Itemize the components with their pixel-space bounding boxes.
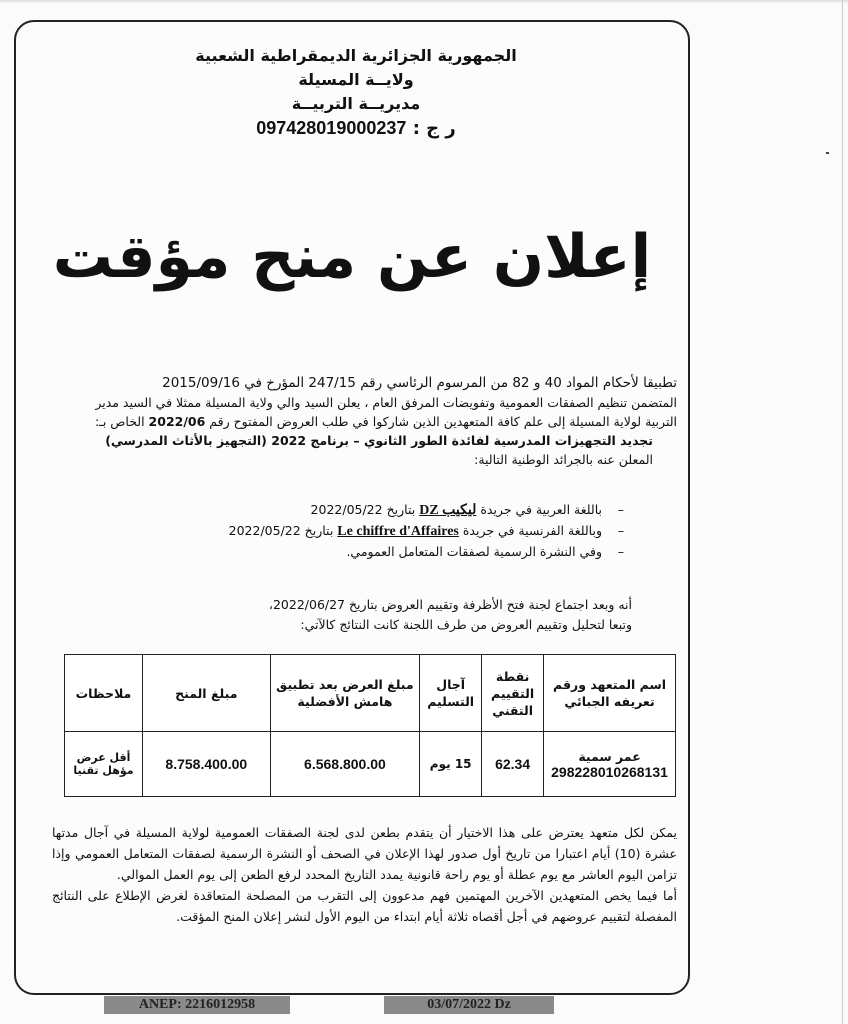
- reference-line: [166, 116, 546, 141]
- bidder-name: عمر سمية: [578, 748, 641, 764]
- evaluation-line-1: أنه وبعد اجتماع لجنة فتح الأظرفة وتقييم العروض بتاريخ 2022/06/27،: [268, 597, 632, 612]
- newspaper-prefix: وباللغة الفرنسية في جريدة: [462, 523, 602, 538]
- header-notes: ملاحظات: [65, 655, 143, 732]
- intro-line-2: المتضمن تنظيم الصفقات العمومية وتفويضات المرفق العام ، يعلن السيد والي ولاية المسيلة ممثلا في السيد مدير: [95, 395, 677, 410]
- bidder-tax-id: 298228010268131: [551, 763, 668, 780]
- newspaper-list: [52, 500, 632, 562]
- newspaper-item: – باللغة العربية في جريدة ليكيب DZ بتاريخ 2022/05/22: [310, 502, 624, 518]
- directorate-name: مديريــة التربيــة: [291, 94, 421, 113]
- header-bidder: اسم المتعهد ورقم تعريفه الجبائي: [544, 655, 676, 732]
- tender-number: 2022/06: [148, 414, 206, 429]
- evaluation-line-2: وتبعا لتحليل وتقييم العروض من طرف اللجنة كانت النتائج كالآتي:: [300, 617, 632, 632]
- appeal-section: [52, 822, 677, 927]
- reference-number: 097428019000237: [256, 118, 407, 138]
- intro-line-1: تطبيقا لأحكام المواد 40 و 82 من المرسوم الرئاسي رقم 247/15 المؤرخ في 2015/09/16: [162, 375, 677, 391]
- intro-line-3-suffix: الخاص بـ:: [94, 414, 145, 429]
- reference-label: ر ج :: [412, 118, 456, 139]
- bidders-paragraph: أما فيما يخص المتعهدين الآخرين المهتمين فهم مدعوون إلى التقرب من المصلحة المتعاقدة لغرض الإطلاع على النتائج المفصلة لتقييم عروضهم في أجل أقصاه ثلاثة أيام ابتداء من اليوم الأول لنشر إعلان المنح المؤقت.: [52, 888, 677, 924]
- newspaper-name: Le chiffre d'Affaires: [337, 524, 459, 539]
- newspaper-name: ليكيب DZ: [419, 503, 477, 518]
- cell-technical-score: 62.34: [482, 732, 544, 797]
- results-table: [64, 654, 676, 797]
- table-header-row: [65, 655, 676, 732]
- announcement-frame: [14, 20, 690, 995]
- intro-paragraph: [52, 374, 677, 469]
- anep-stamp: ANEP: 2216012958: [104, 996, 290, 1014]
- header-offer-amount: مبلغ العرض بعد تطبيق هامش الأفضلية: [270, 655, 420, 732]
- announced-in: المعلن عنه بالجرائد الوطنية التالية:: [474, 452, 653, 467]
- wilaya-name: ولايــة المسيلة: [298, 70, 414, 89]
- evaluation-text: [52, 595, 632, 635]
- intro-line-3: [52, 412, 677, 431]
- appeal-paragraph: يمكن لكل متعهد يعترض على هذا الاختيار أن يتقدم بطعن لدى لجنة الصفقات العمومية لولاية المسيلة في آجال مدتها عشرة (10) أيام اعتبارا من تاريخ أول صدور لهذا الإعلان في الصحف أو النشرة الرسمية لصفقات المتعامل العمومي وإذا تزامن اليوم العاشر مع يوم عطلة أو يوم راحة قانونية يمدد التاريخ المحدد لرفع الطعن إلى يوم العمل الموالي.: [52, 825, 678, 882]
- header-technical-score: نقطة التقييم التقني: [482, 655, 544, 732]
- scan-edge: [0, 0, 848, 4]
- table-row: [65, 732, 676, 797]
- newspaper-item: – وباللغة الفرنسية في جريدة Le chiffre d'Affaires بتاريخ 2022/05/22: [228, 523, 624, 539]
- cell-delivery: 15 يوم: [420, 732, 482, 797]
- cell-bidder: [544, 732, 676, 797]
- newspaper-prefix: باللغة العربية في جريدة: [480, 502, 602, 517]
- header-delivery: آجال التسليم: [420, 655, 482, 732]
- republic-name: الجمهورية الجزائرية الديمقراطية الشعبية: [195, 46, 517, 65]
- intro-line-3-prefix: التربية لولاية المسيلة إلى علم كافة المتعهدين الذين شاركوا في طلب العروض المفتوح رقم: [209, 414, 677, 429]
- scan-speck: [826, 152, 829, 154]
- project-title: تجديد التجهيزات المدرسية لفائدة الطور الثانوي – برنامج 2022 (التجهيز بالأثاث المدرسي): [105, 433, 653, 448]
- newspaper-date: بتاريخ 2022/05/22: [310, 502, 416, 517]
- header-award-amount: مبلغ المنح: [142, 655, 270, 732]
- newspaper-prefix: وفي النشرة الرسمية لصفقات المتعامل العمومي.: [346, 544, 602, 559]
- newspaper-item: – وفي النشرة الرسمية لصفقات المتعامل العمومي.: [346, 544, 624, 559]
- header-block: [166, 44, 546, 141]
- publication-date-stamp: 03/07/2022 Dz: [384, 996, 554, 1014]
- newspaper-date: بتاريخ 2022/05/22: [228, 523, 334, 538]
- announcement-title: إعلان عن منح مؤقت: [52, 222, 652, 292]
- page-edge: [842, 0, 843, 1024]
- cell-notes: أقل عرض مؤهل تقنيا: [65, 732, 143, 797]
- cell-offer-amount: 6.568.800.00: [270, 732, 420, 797]
- cell-award-amount: 8.758.400.00: [142, 732, 270, 797]
